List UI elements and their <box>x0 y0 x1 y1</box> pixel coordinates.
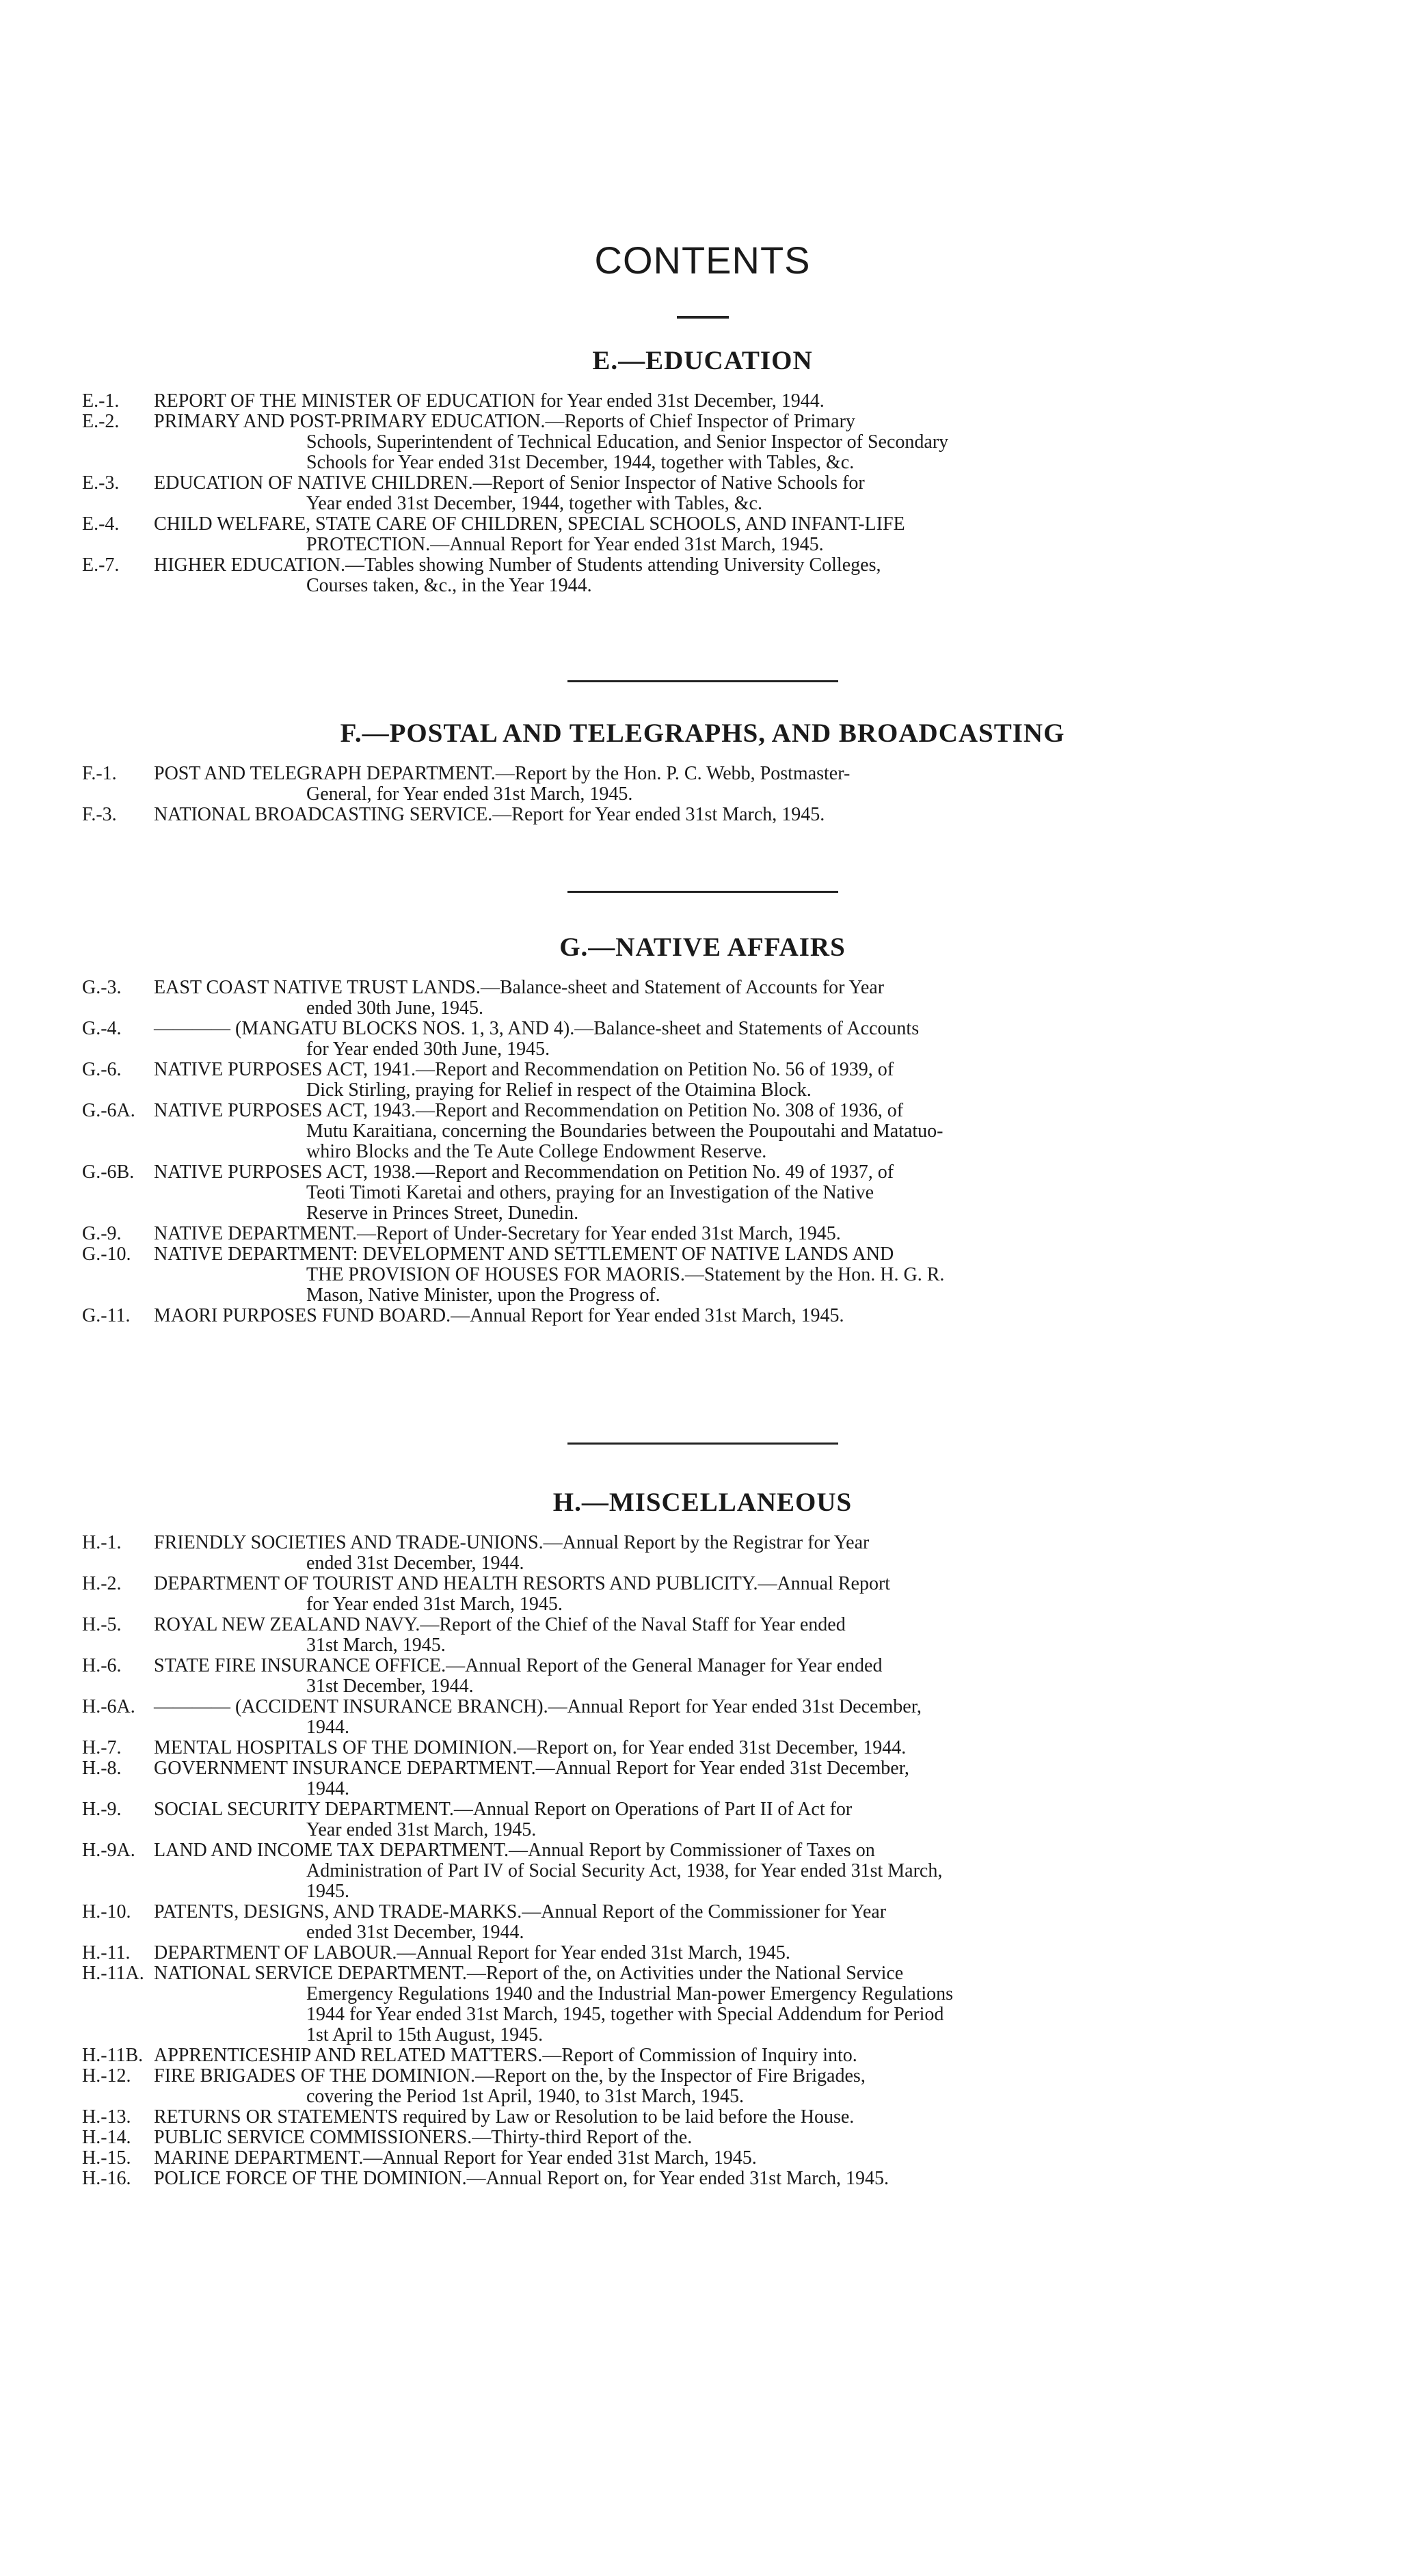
entry-line: NATIONAL SERVICE DEPARTMENT.—Report of the, on Activities under the National Service <box>154 1963 904 1984</box>
entry-line: Courses taken, &c., in the Year 1944. <box>306 575 592 596</box>
section-postal <box>0 718 1405 825</box>
entry-line: 31st March, 1945. <box>306 1635 446 1656</box>
entry-line: ———— (MANGATU BLOCKS NOS. 1, 3, AND 4).—Balance-sheet and Statements of Accounts <box>154 1018 920 1039</box>
entry-code: G.-4. <box>82 1018 122 1039</box>
entry-line: REPORT OF THE MINISTER OF EDUCATION for Year ended 31st December, 1944. <box>154 390 825 412</box>
entry-code: G.-11. <box>82 1305 131 1326</box>
entry-line: PROTECTION.—Annual Report for Year ended 31st March, 1945. <box>306 534 824 555</box>
contents-entry <box>0 1799 1405 1840</box>
entry-line: DEPARTMENT OF LABOUR.—Annual Report for Year ended 31st March, 1945. <box>154 1942 790 1963</box>
entry-line: 1944. <box>306 1717 349 1738</box>
entry-line: Year ended 31st December, 1944, together with Tables, &c. <box>306 493 762 514</box>
entry-description <box>154 412 1261 473</box>
section-heading: G.—NATIVE AFFAIRS <box>559 933 846 962</box>
entry-description <box>154 2107 1261 2128</box>
entry-description <box>154 2066 1261 2107</box>
section-divider <box>567 680 838 682</box>
contents-entry <box>0 1060 1405 1101</box>
entry-line: HIGHER EDUCATION.—Tables showing Number of Students attending University Colleges, <box>154 554 881 576</box>
section-divider <box>567 891 838 893</box>
entry-description <box>154 1758 1261 1799</box>
entry-description <box>154 555 1261 596</box>
entry-list <box>0 764 1405 825</box>
entry-description <box>154 1943 1261 1963</box>
contents-entry <box>0 2066 1405 2107</box>
entry-description <box>154 1533 1261 1574</box>
entry-description <box>154 1656 1261 1697</box>
contents-entry <box>0 1697 1405 1738</box>
section-education <box>0 345 1405 596</box>
entry-line: NATIVE DEPARTMENT: DEVELOPMENT AND SETTLEMENT OF NATIVE LANDS AND <box>154 1244 894 1265</box>
entry-line: EAST COAST NATIVE TRUST LANDS.—Balance-sheet and Statement of Accounts for Year <box>154 977 885 998</box>
contents-entry <box>0 555 1405 596</box>
entry-line: Reserve in Princes Street, Dunedin. <box>306 1203 579 1224</box>
contents-entry <box>0 1306 1405 1326</box>
entry-line: MENTAL HOSPITALS OF THE DOMINION.—Report on, for Year ended 31st December, 1944. <box>154 1737 907 1758</box>
entry-description <box>154 1738 1261 1758</box>
entry-description <box>154 1019 1261 1060</box>
entry-code: H.-12. <box>82 2065 131 2087</box>
entry-line: NATIVE PURPOSES ACT, 1943.—Report and Recommendation on Petition No. 308 of 1936, of <box>154 1100 904 1121</box>
entry-description <box>154 2169 1261 2189</box>
contents-entry <box>0 1019 1405 1060</box>
contents-entry <box>0 1244 1405 1306</box>
entry-code: E.-3. <box>82 472 120 494</box>
entry-code: H.-11. <box>82 1942 131 1963</box>
entry-line: Schools for Year ended 31st December, 1944, together with Tables, &c. <box>306 452 855 473</box>
entry-line: ROYAL NEW ZEALAND NAVY.—Report of the Chief of the Naval Staff for Year ended <box>154 1614 846 1635</box>
contents-entry <box>0 1224 1405 1244</box>
entry-line: RETURNS OR STATEMENTS required by Law or Resolution to be laid before the House. <box>154 2106 855 2128</box>
entry-line: Emergency Regulations 1940 and the Industrial Man-power Emergency Regulations <box>306 1983 954 2004</box>
contents-entry <box>0 1963 1405 2045</box>
contents-entry <box>0 1533 1405 1574</box>
entry-description <box>154 1615 1261 1656</box>
entry-line: covering the Period 1st April, 1940, to 31st March, 1945. <box>306 2086 745 2107</box>
entry-description <box>154 1060 1261 1101</box>
entry-description <box>154 1902 1261 1943</box>
entry-line: GOVERNMENT INSURANCE DEPARTMENT.—Annual Report for Year ended 31st December, <box>154 1758 909 1779</box>
contents-entry <box>0 391 1405 412</box>
entry-line: ———— (ACCIDENT INSURANCE BRANCH).—Annual Report for Year ended 31st December, <box>154 1696 922 1717</box>
entry-line: 1944 for Year ended 31st March, 1945, together with Special Addendum for Period <box>306 2004 944 2025</box>
contents-entry <box>0 1574 1405 1615</box>
contents-entry <box>0 514 1405 555</box>
entry-code: H.-1. <box>82 1532 122 1553</box>
contents-entry <box>0 1656 1405 1697</box>
entry-code: H.-11A. <box>82 1963 144 1984</box>
section-miscellaneous <box>0 1487 1405 2189</box>
entry-line: Dick Stirling, praying for Relief in respect of the Otaimina Block. <box>306 1079 812 1101</box>
contents-entry <box>0 2148 1405 2169</box>
entry-line: EDUCATION OF NATIVE CHILDREN.—Report of Senior Inspector of Native Schools for <box>154 472 865 494</box>
entry-line: ended 31st December, 1944. <box>306 1553 524 1574</box>
entry-code: H.-15. <box>82 2147 131 2169</box>
entry-description <box>154 1840 1261 1902</box>
entry-line: ended 31st December, 1944. <box>306 1922 524 1943</box>
entry-list <box>0 391 1405 596</box>
entry-description <box>154 1963 1261 2045</box>
contents-entry <box>0 1615 1405 1656</box>
contents-entry <box>0 412 1405 473</box>
entry-code: H.-14. <box>82 2127 131 2148</box>
contents-entry <box>0 978 1405 1019</box>
entry-code: H.-13. <box>82 2106 131 2128</box>
entry-code: E.-4. <box>82 513 120 535</box>
entry-line: 1st April to 15th August, 1945. <box>306 2024 544 2045</box>
entry-line: NATIVE DEPARTMENT.—Report of Under-Secretary for Year ended 31st March, 1945. <box>154 1223 841 1244</box>
entry-line: NATIVE PURPOSES ACT, 1938.—Report and Recommendation on Petition No. 49 of 1937, of <box>154 1162 894 1183</box>
entry-description <box>154 1799 1261 1840</box>
entry-description <box>154 473 1261 514</box>
entry-list <box>0 978 1405 1326</box>
entry-line: ended 30th June, 1945. <box>306 997 483 1019</box>
entry-line: STATE FIRE INSURANCE OFFICE.—Annual Report of the General Manager for Year ended <box>154 1655 883 1676</box>
entry-code: H.-6A. <box>82 1696 135 1717</box>
entry-code: E.-1. <box>82 390 120 412</box>
entry-description <box>154 764 1261 805</box>
entry-description <box>154 1574 1261 1615</box>
entry-code: H.-10. <box>82 1901 131 1922</box>
entry-description <box>154 1697 1261 1738</box>
entry-code: G.-9. <box>82 1223 122 1244</box>
entry-line: FIRE BRIGADES OF THE DOMINION.—Report on the, by the Inspector of Fire Brigades, <box>154 2065 866 2087</box>
entry-line: Schools, Superintendent of Technical Education, and Senior Inspector of Secondary <box>306 431 949 453</box>
contents-entry <box>0 2169 1405 2189</box>
title-underline <box>677 316 729 319</box>
entry-description <box>154 391 1261 412</box>
contents-entry <box>0 1840 1405 1902</box>
entry-line: NATIONAL BROADCASTING SERVICE.—Report for Year ended 31st March, 1945. <box>154 804 825 825</box>
contents-entry <box>0 473 1405 514</box>
entry-description <box>154 2128 1261 2148</box>
entry-line: NATIVE PURPOSES ACT, 1941.—Report and Recommendation on Petition No. 56 of 1939, of <box>154 1059 894 1080</box>
entry-description <box>154 1224 1261 1244</box>
entry-line: FRIENDLY SOCIETIES AND TRADE-UNIONS.—Annual Report by the Registrar for Year <box>154 1532 870 1553</box>
entry-line: PRIMARY AND POST-PRIMARY EDUCATION.—Reports of Chief Inspector of Primary <box>154 411 855 432</box>
entry-line: PATENTS, DESIGNS, AND TRADE-MARKS.—Annual Report of the Commissioner for Year <box>154 1901 887 1922</box>
entry-code: E.-7. <box>82 554 120 576</box>
entry-line: Administration of Part IV of Social Security Act, 1938, for Year ended 31st March, <box>306 1860 943 1881</box>
contents-entry <box>0 1738 1405 1758</box>
contents-entry <box>0 1943 1405 1963</box>
contents-entry <box>0 805 1405 825</box>
entry-code: H.-5. <box>82 1614 122 1635</box>
entry-code: E.-2. <box>82 411 120 432</box>
section-heading: H.—MISCELLANEOUS <box>552 1488 853 1517</box>
entry-code: F.-1. <box>82 763 117 784</box>
entry-line: POLICE FORCE OF THE DOMINION.—Annual Report on, for Year ended 31st March, 1945. <box>154 2168 889 2189</box>
section-heading: E.—EDUCATION <box>592 346 813 375</box>
entry-description <box>154 1162 1261 1224</box>
entry-description <box>154 978 1261 1019</box>
entry-line: APPRENTICESHIP AND RELATED MATTERS.—Report of Commission of Inquiry into. <box>154 2045 857 2066</box>
entry-code: G.-6B. <box>82 1162 135 1183</box>
entry-line: THE PROVISION OF HOUSES FOR MAORIS.—Statement by the Hon. H. G. R. <box>306 1264 945 1285</box>
entry-line: PUBLIC SERVICE COMMISSIONERS.—Thirty-third Report of the. <box>154 2127 693 2148</box>
entry-code: H.-2. <box>82 1573 122 1594</box>
entry-code: H.-8. <box>82 1758 122 1779</box>
entry-description <box>154 2045 1261 2066</box>
section-heading: F.—POSTAL AND TELEGRAPHS, AND BROADCASTING <box>340 719 1065 748</box>
entry-description <box>154 2148 1261 2169</box>
entry-code: F.-3. <box>82 804 117 825</box>
entry-line: MARINE DEPARTMENT.—Annual Report for Year ended 31st March, 1945. <box>154 2147 757 2169</box>
contents-entry <box>0 1758 1405 1799</box>
contents-entry <box>0 2045 1405 2066</box>
entry-description <box>154 1101 1261 1162</box>
entry-line: CHILD WELFARE, STATE CARE OF CHILDREN, SPECIAL SCHOOLS, AND INFANT-LIFE <box>154 513 905 535</box>
page-title: CONTENTS <box>594 239 811 282</box>
entry-code: H.-7. <box>82 1737 122 1758</box>
entry-line: SOCIAL SECURITY DEPARTMENT.—Annual Report on Operations of Part II of Act for <box>154 1799 853 1820</box>
entry-list <box>0 1533 1405 2189</box>
contents-entry <box>0 764 1405 805</box>
entry-line: Year ended 31st March, 1945. <box>306 1819 537 1840</box>
entry-line: for Year ended 30th June, 1945. <box>306 1038 550 1060</box>
entry-line: whiro Blocks and the Te Aute College Endowment Reserve. <box>306 1141 767 1162</box>
entry-line: LAND AND INCOME TAX DEPARTMENT.—Annual Report by Commissioner of Taxes on <box>154 1840 875 1861</box>
contents-entry <box>0 1162 1405 1224</box>
entry-code: G.-6. <box>82 1059 122 1080</box>
entry-line: 1945. <box>306 1881 349 1902</box>
entry-line: DEPARTMENT OF TOURIST AND HEALTH RESORTS AND PUBLICITY.—Annual Report <box>154 1573 891 1594</box>
entry-description <box>154 514 1261 555</box>
entry-code: G.-10. <box>82 1244 131 1265</box>
entry-code: H.-11B. <box>82 2045 144 2066</box>
entry-line: MAORI PURPOSES FUND BOARD.—Annual Report for Year ended 31st March, 1945. <box>154 1305 844 1326</box>
entry-line: Mason, Native Minister, upon the Progress of. <box>306 1285 660 1306</box>
entry-code: G.-3. <box>82 977 122 998</box>
entry-line: for Year ended 31st March, 1945. <box>306 1594 563 1615</box>
entry-code: G.-6A. <box>82 1100 135 1121</box>
contents-entry <box>0 1902 1405 1943</box>
entry-description <box>154 1306 1261 1326</box>
entry-code: H.-16. <box>82 2168 131 2189</box>
entry-description <box>154 805 1261 825</box>
section-native-affairs <box>0 932 1405 1326</box>
entry-line: General, for Year ended 31st March, 1945. <box>306 783 633 805</box>
entry-description <box>154 1244 1261 1306</box>
contents-entry <box>0 2128 1405 2148</box>
contents-entry <box>0 2107 1405 2128</box>
section-divider <box>567 1443 838 1445</box>
entry-line: Teoti Timoti Karetai and others, praying for an Investigation of the Native <box>306 1182 874 1203</box>
entry-line: POST AND TELEGRAPH DEPARTMENT.—Report by the Hon. P. C. Webb, Postmaster- <box>154 763 851 784</box>
entry-code: H.-9A. <box>82 1840 135 1861</box>
contents-entry <box>0 1101 1405 1162</box>
entry-line: 31st December, 1944. <box>306 1676 474 1697</box>
entry-line: 1944. <box>306 1778 349 1799</box>
entry-code: H.-6. <box>82 1655 122 1676</box>
entry-line: Mutu Karaitiana, concerning the Boundaries between the Poupoutahi and Matatuo- <box>306 1121 944 1142</box>
entry-code: H.-9. <box>82 1799 122 1820</box>
